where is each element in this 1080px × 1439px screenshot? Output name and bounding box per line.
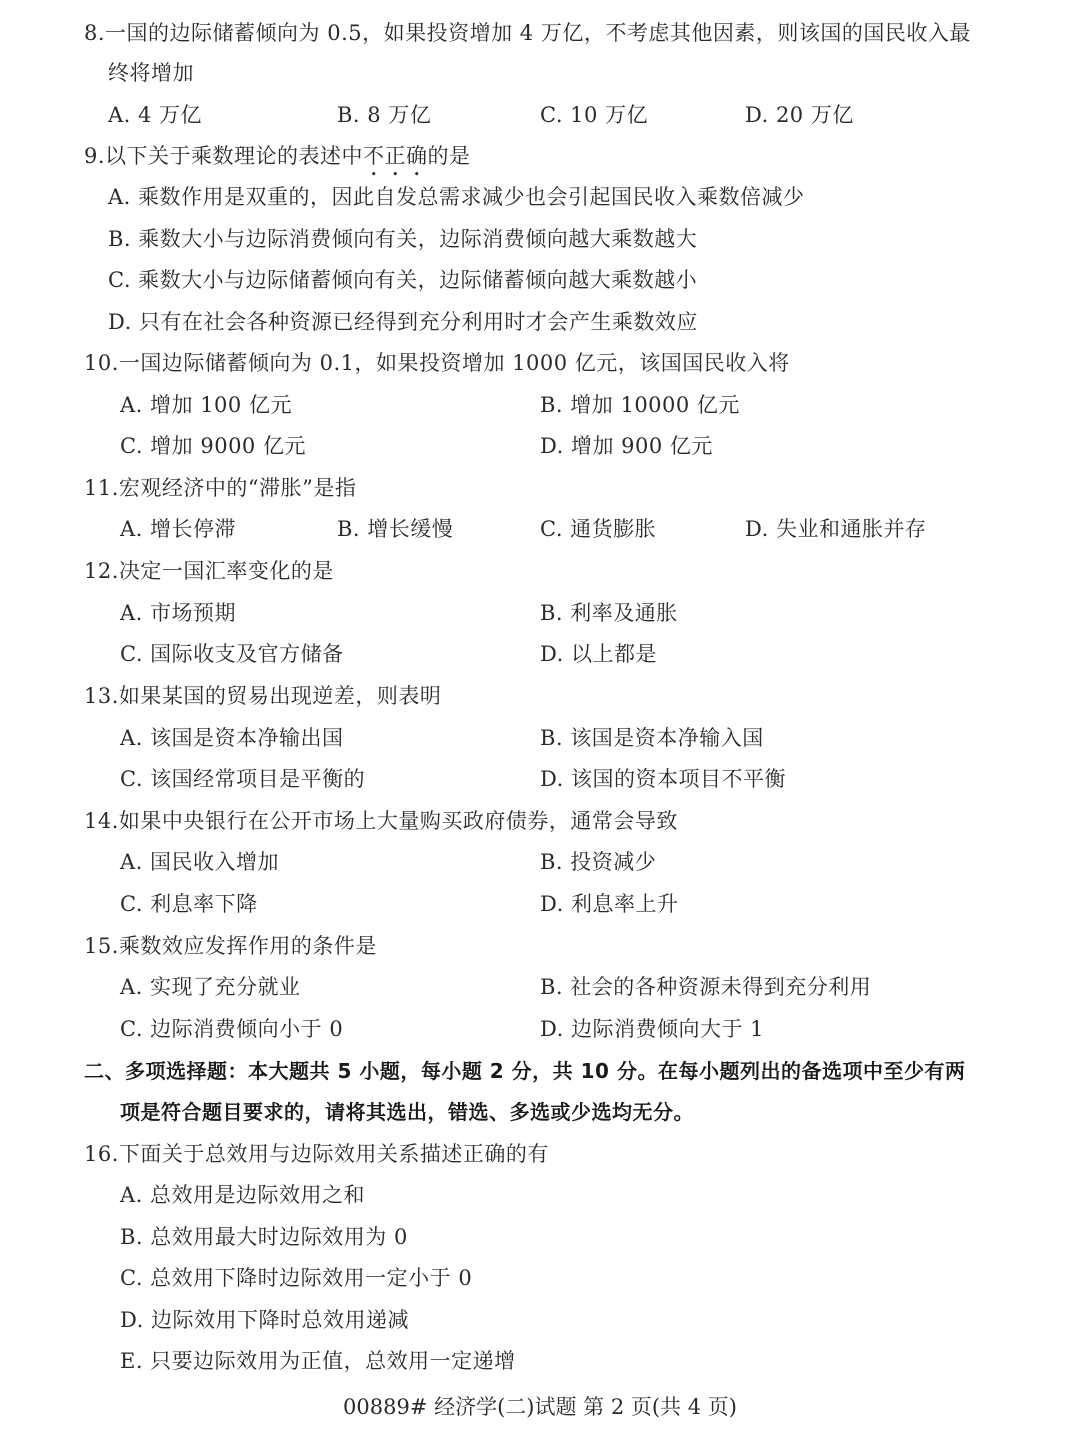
question-stem-continued: 终将增加 (108, 61, 194, 85)
answer-option: A. 增长停滞 (120, 517, 237, 541)
answer-option: B. 该国是资本净输入国 (540, 726, 764, 750)
answer-option: B. 乘数大小与边际消费倾向有关，边际消费倾向越大乘数越大 (108, 227, 698, 251)
answer-option: D. 失业和通胀并存 (745, 517, 927, 541)
question-stem-text: 一国边际储蓄倾向为 0.1，如果投资增加 1000 亿元，该国国民收入将 (118, 351, 790, 375)
question-stem (84, 931, 377, 961)
answer-option: C. 该国经常项目是平衡的 (120, 767, 366, 791)
question-number: 9. (84, 144, 106, 168)
answer-option: A. 乘数作用是双重的，因此自发总需求减少也会引起国民收入乘数倍减少 (108, 185, 805, 209)
question-stem-text: 宏观经济中的“滞胀”是指 (118, 476, 357, 500)
emphasized-text: 不正确 (363, 144, 428, 168)
question-stem (84, 473, 356, 503)
answer-option: B. 利率及通胀 (540, 601, 678, 625)
question-stem-text: 的是 (427, 144, 471, 168)
answer-option: D. 以上都是 (540, 642, 657, 666)
answer-option: C. 边际消费倾向小于 0 (120, 1017, 344, 1041)
page-footer: 00889# 经济学(二)试题 第 2 页(共 4 页) (343, 1395, 737, 1419)
answer-option: B. 增加 10000 亿元 (540, 393, 740, 417)
answer-option: B. 投资减少 (540, 850, 657, 874)
question-number: 16. (84, 1142, 119, 1166)
question-stem-text: 乘数效应发挥作用的条件是 (118, 934, 377, 958)
answer-option: A. 实现了充分就业 (120, 975, 301, 999)
question-stem (84, 141, 471, 171)
question-stem (84, 1139, 549, 1169)
section-heading: 二、多项选择题：本大题共 5 小题，每小题 2 分，共 10 分。在每小题列出的备选项中至少有两 (84, 1059, 966, 1083)
answer-option: B. 增长缓慢 (337, 517, 454, 541)
question-stem (84, 681, 441, 711)
answer-option: B. 社会的各种资源未得到充分利用 (540, 975, 872, 999)
answer-option: B. 8 万亿 (337, 103, 432, 127)
answer-option: C. 利息率下降 (120, 892, 258, 916)
question-stem-text: 如果中央银行在公开市场上大量购买政府债券，通常会导致 (118, 809, 678, 833)
answer-option: A. 市场预期 (120, 601, 237, 625)
question-number: 14. (84, 809, 119, 833)
answer-option: C. 通货膨胀 (540, 517, 657, 541)
question-stem-text: 决定一国汇率变化的是 (118, 559, 334, 583)
answer-option: A. 国民收入增加 (120, 850, 280, 874)
question-number: 12. (84, 559, 119, 583)
answer-option: D. 增加 900 亿元 (540, 434, 713, 458)
question-number: 10. (84, 351, 119, 375)
question-stem-text: 如果某国的贸易出现逆差，则表明 (118, 684, 442, 708)
answer-option: D. 该国的资本项目不平衡 (540, 767, 786, 791)
answer-option: C. 国际收支及官方储备 (120, 642, 344, 666)
answer-option: E. 只要边际效用为正值，总效用一定递增 (120, 1349, 516, 1373)
answer-option: C. 总效用下降时边际效用一定小于 0 (120, 1266, 473, 1290)
answer-option: C. 10 万亿 (540, 103, 649, 127)
question-stem (84, 556, 334, 586)
answer-option: D. 边际消费倾向大于 1 (540, 1017, 764, 1041)
section-heading-continued: 项是符合题目要求的，请将其选出，错选、多选或少选均无分。 (120, 1100, 694, 1124)
question-number: 11. (84, 476, 119, 500)
answer-option: D. 利息率上升 (540, 892, 679, 916)
answer-option: A. 该国是资本净输出国 (120, 726, 344, 750)
question-stem (84, 348, 790, 378)
question-stem (84, 18, 971, 48)
question-stem-text: 一国的边际储蓄倾向为 0.5，如果投资增加 4 万亿，不考虑其他因素，则该国的国民收入最 (105, 21, 971, 45)
answer-option: C. 乘数大小与边际储蓄倾向有关，边际储蓄倾向越大乘数越小 (108, 268, 698, 292)
answer-option: B. 总效用最大时边际效用为 0 (120, 1225, 408, 1249)
answer-option: D. 20 万亿 (745, 103, 854, 127)
question-number: 8. (84, 21, 106, 45)
question-stem-text: 下面关于总效用与边际效用关系描述正确的有 (118, 1142, 549, 1166)
question-stem-text: 以下关于乘数理论的表述中 (105, 144, 364, 168)
answer-option: A. 增加 100 亿元 (120, 393, 292, 417)
question-number: 13. (84, 684, 119, 708)
answer-option: D. 只有在社会各种资源已经得到充分利用时才会产生乘数效应 (108, 310, 698, 334)
question-number: 15. (84, 934, 119, 958)
answer-option: A. 4 万亿 (108, 103, 203, 127)
answer-option: A. 总效用是边际效用之和 (120, 1183, 366, 1207)
answer-option: C. 增加 9000 亿元 (120, 434, 306, 458)
answer-option: D. 边际效用下降时总效用递减 (120, 1308, 409, 1332)
question-stem (84, 806, 678, 836)
